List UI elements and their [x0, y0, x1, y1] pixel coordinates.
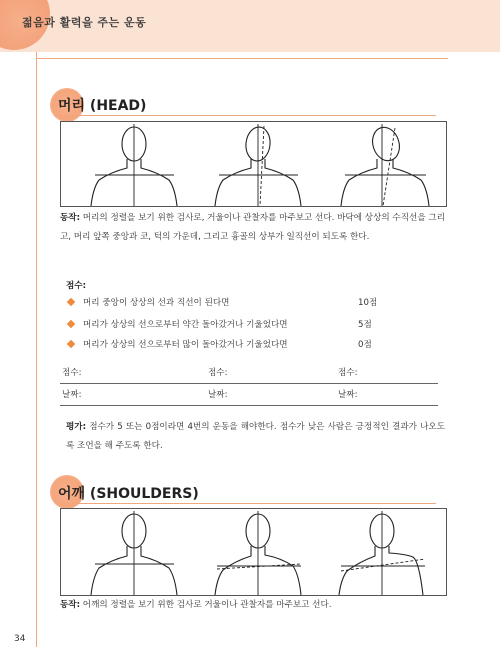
- score-item-value: 5점: [358, 320, 372, 330]
- shoulders-title-rule: [58, 503, 436, 504]
- margin-vertical-rule: [36, 52, 37, 647]
- head-figure-slight-tilt: [215, 124, 301, 206]
- head-figure-panel: [60, 121, 447, 207]
- head-score-label: 점수:: [66, 281, 87, 291]
- shoulders-action-label: 동작:: [60, 600, 81, 610]
- bullet-diamond-icon: [67, 340, 75, 348]
- shoulders-figure-strong-drop: [339, 511, 425, 595]
- score-item-value: 10점: [358, 298, 378, 308]
- shoulders-action-paragraph: [60, 596, 445, 615]
- score-item-value: 0점: [358, 340, 372, 350]
- head-eval-text: 점수가 5 또는 0점이라면 4번의 운동을 해야한다. 점수가 낮은 사람은 긍정적인 결과가 나오도록 조언을 해 주도록 한다.: [66, 422, 445, 451]
- shoulders-figure-slight-drop: [215, 511, 301, 595]
- record-score-cell: 점수:: [62, 368, 82, 378]
- record-date-cell: 날짜:: [208, 390, 228, 400]
- header-title: 젊음과 활력을 주는 운동: [22, 16, 147, 29]
- score-item-2: [66, 318, 288, 330]
- head-action-text: 머리의 정렬을 보기 위한 검사로, 거울이나 관찰자를 마주보고 선다. 바닥에 상상의 수직선을 그리고, 머리 앞쪽 중앙과 코, 턱의 가운데, 그리고 흉골의 상부가 일직선이 되도록 한다.: [60, 213, 445, 242]
- record-date-row: [60, 384, 438, 406]
- shoulders-action-text: 어깨의 정렬을 보기 위한 검사로 거울이나 관찰자를 마주보고 선다.: [82, 600, 332, 610]
- header-horizontal-rule: [36, 58, 448, 59]
- bullet-diamond-icon: [67, 298, 75, 306]
- record-date-cell: 날짜:: [338, 390, 358, 400]
- head-eval-paragraph: [66, 418, 445, 456]
- head-posture-illustration: [61, 122, 446, 206]
- head-figure-strong-tilt: [341, 124, 429, 206]
- record-score-cell: 점수:: [338, 368, 358, 378]
- score-item-text: 머리가 상상의 선으로부터 많이 돌아갔거나 기울었다면: [83, 340, 288, 350]
- score-item-3: [66, 338, 288, 350]
- record-score-row: [60, 362, 438, 384]
- shoulders-section-title: 어깨 (SHOULDERS): [58, 486, 199, 502]
- shoulders-posture-illustration: [61, 509, 446, 595]
- record-score-cell: 점수:: [208, 368, 228, 378]
- head-action-paragraph: [60, 209, 445, 247]
- head-figure-straight: [91, 124, 177, 206]
- bullet-diamond-icon: [67, 320, 75, 328]
- head-eval-label: 평가:: [66, 422, 87, 432]
- page-number: 34: [14, 634, 26, 644]
- head-title-rule: [58, 115, 436, 116]
- score-item-text: 머리 중앙이 상상의 선과 직선이 된다면: [83, 298, 230, 308]
- record-date-cell: 날짜:: [62, 390, 82, 400]
- shoulders-figure-panel: [60, 508, 447, 596]
- head-action-label: 동작:: [60, 213, 81, 223]
- score-item-text: 머리가 상상의 선으로부터 약간 돌아갔거나 기울었다면: [83, 320, 288, 330]
- shoulders-figure-level: [91, 511, 177, 595]
- head-section-title: 머리 (HEAD): [58, 98, 147, 114]
- score-item-1: [66, 296, 229, 308]
